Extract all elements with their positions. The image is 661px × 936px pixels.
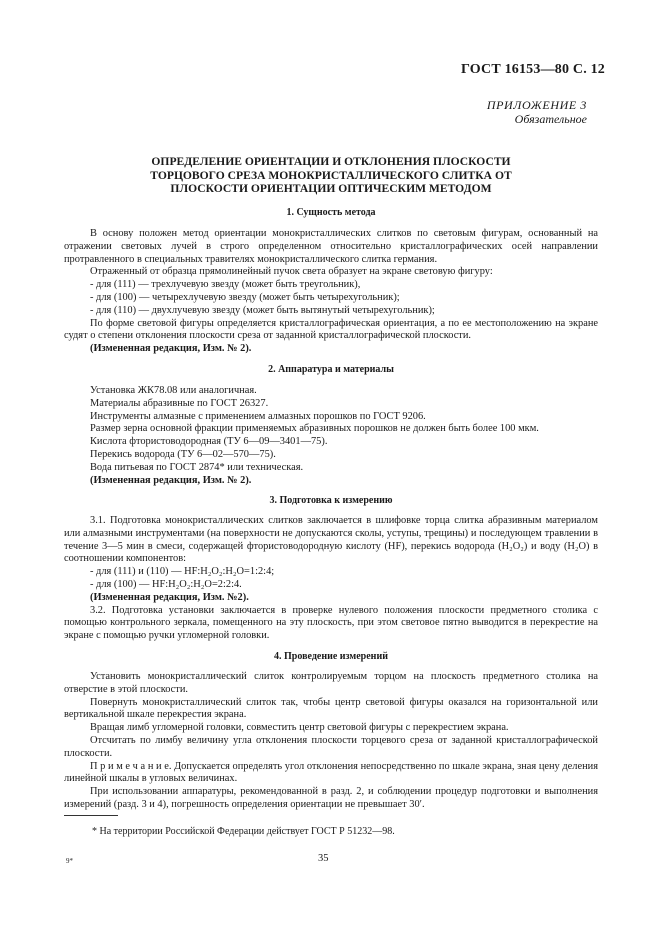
paragraph: В основу положен метод ориентации монокристаллических слитков по световым фигурам, основанный на отражении световых лучей в строго определенном относительно кристаллографических осей направлении протравленного в специальных травителях монокристаллического слитка германия. xyxy=(64,228,598,265)
paragraph: Повернуть монокристаллический слиток так, чтобы центр световой фигуры оказался на горизонтальной или вертикальной шкале перекрестия экрана. xyxy=(64,696,598,721)
title-line: ТОРЦОВОГО СРЕЗА МОНОКРИСТАЛЛИЧЕСКОГО СЛИТКА ОТ xyxy=(150,168,512,182)
note-text: Допускается определять угол отклонения непосредственно по шкале экрана, зная цену деления линейной шкалы в угловых величинах. xyxy=(64,760,598,785)
paragraph: Установить монокристаллический слиток контролируемым торцом на плоскость предметного столика на отверстие в этой плоскости. xyxy=(64,671,598,695)
footnote: * На территории Российской Федерации действует ГОСТ Р 51232—98. xyxy=(92,826,395,837)
list-item: Перекись водорода (ТУ 6—02—570—75). xyxy=(90,448,276,460)
title-line: ОПРЕДЕЛЕНИЕ ОРИЕНТАЦИИ И ОТКЛОНЕНИЯ ПЛОСКОСТИ xyxy=(151,155,511,168)
list-item: Установка ЖК78.08 или аналогичная. xyxy=(90,385,257,396)
paragraph: Отраженный от образца прямолинейный пучок света образует на экране световую фигуру: xyxy=(90,266,493,278)
revision-note: (Измененная редакция, Изм. № 2). xyxy=(90,474,252,486)
list-item: - для (110) — двухлучевую звезду (может быть вытянутый четырехугольник); xyxy=(90,304,435,316)
section-3-body xyxy=(64,515,598,643)
section-2-body xyxy=(64,385,598,487)
title-line: ПЛОСКОСТИ ОРИЕНТАЦИИ ОПТИЧЕСКИМ МЕТОДОМ xyxy=(170,182,492,195)
section-4-heading: 4. Проведение измерений xyxy=(274,651,388,662)
paragraph: По форме световой фигуры определяется кристаллографическая ориентация, а по ее местоположению на экране судят о степени отклонения плоскости среза от заданной кристаллографической плоскости. xyxy=(64,317,598,342)
page-number: 35 xyxy=(318,853,329,864)
paragraph: При использовании аппаратуры, рекомендованной в разд. 2, и соблюдении процедур подготовки и выполнения измерений (разд. 3 и 4), погрешность определения ориентации не превышает 30′. xyxy=(64,786,598,810)
page-title xyxy=(64,155,598,196)
list-item: Размер зерна основной фракции применяемых абразивных порошков не должен быть более 100 мкм. xyxy=(90,423,539,435)
list-item: - для (111) — трехлучевую звезду (может быть треугольник), xyxy=(90,279,361,291)
appendix-number: ПРИЛОЖЕНИЕ 3 xyxy=(486,98,587,112)
revision-note: (Измененная редакция, Изм. № 2). xyxy=(90,343,252,355)
list-item: - для (100) — HF:H₂O₂:H₂O=2:2:4. xyxy=(90,578,242,590)
appendix-status: Обязательное xyxy=(514,112,587,126)
section-1-heading: 1. Сущность метода xyxy=(286,207,376,218)
paragraph: 3.1. Подготовка монокристаллических слитков заключается в шлифовке торца слитка абразивным материалом или алмазными инструментами (на поверхности не допускаются сколы, уступы, трещины) и последующем травлении в течение 3—5 мин в смеси, содержащей фтористоводородную кислоту (HF), перекись водорода (H₂O₂) и воду (H₂O) в соотношении компонентов: xyxy=(64,515,598,565)
section-3-heading: 3. Подготовка к измерению xyxy=(269,495,393,506)
list-item: Материалы абразивные по ГОСТ 26327. xyxy=(90,397,269,409)
note-label: П р и м е ч а н и е. xyxy=(90,760,172,772)
paragraph: Отсчитать по лимбу величину угла отклонения плоскости торцевого среза от заданной кристаллографической плоскости. xyxy=(64,734,598,759)
list-item: Кислота фтористоводородная (ТУ 6—09—3401—75). xyxy=(90,436,328,448)
list-item: - для (111) и (110) — HF:H₂O₂:H₂O=1:2:4; xyxy=(90,566,275,578)
paragraph: Вращая лимб угломерной головки, совместить центр световой фигуры с перекрестием экрана. xyxy=(90,722,509,734)
signature-mark: 9* xyxy=(66,857,73,865)
section-1-body xyxy=(64,228,598,356)
footnote-divider xyxy=(64,815,118,816)
list-item: - для (100) — четырехлучевую звезду (может быть четырехугольник); xyxy=(90,291,400,303)
list-item: Вода питьевая по ГОСТ 2874* или техническая. xyxy=(90,461,304,473)
section-2-heading: 2. Аппаратура и материалы xyxy=(268,364,394,375)
list-item: Инструменты алмазные с применением алмазных порошков по ГОСТ 9206. xyxy=(90,410,426,422)
appendix-label xyxy=(487,98,587,126)
revision-note: (Измененная редакция, Изм. №2). xyxy=(90,591,249,603)
paragraph: 3.2. Подготовка установки заключается в проверке нулевого положения плоскости предметного столика с помощью контрольного зеркала, помещенного на эту плоскость, при этом световое пятно выводится в перекрестие на экране с помощью ручки угломерной головки. xyxy=(64,604,598,642)
document-reference: ГОСТ 16153—80 С. 12 xyxy=(461,62,605,77)
section-4-body xyxy=(64,671,598,812)
note xyxy=(64,761,598,787)
